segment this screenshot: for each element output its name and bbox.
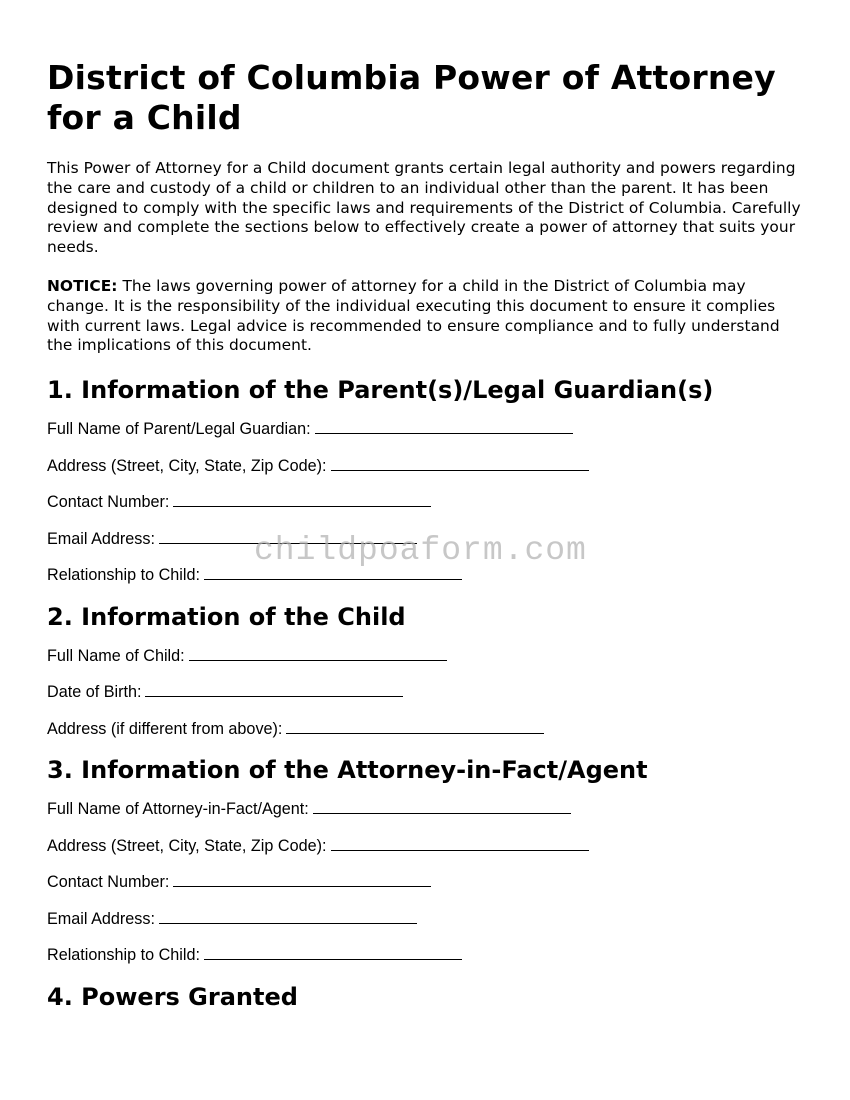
blank-line-input[interactable]: [173, 872, 431, 887]
field-agent-contact-number: [47, 872, 807, 892]
blank-line-input[interactable]: [204, 945, 462, 960]
document-page: [47, 58, 807, 1026]
field-child-dob: [47, 682, 807, 702]
section-heading: 1. Information of the Parent(s)/Legal Guardian(s): [47, 376, 714, 405]
field-child-address: [47, 719, 807, 739]
blank-line-input[interactable]: [331, 456, 589, 471]
blank-line-input[interactable]: [286, 719, 544, 734]
field-agent-full-name: [47, 799, 807, 819]
field-agent-relationship: [47, 945, 807, 965]
field-parent-full-name: [47, 419, 807, 439]
field-label: Full Name of Parent/Legal Guardian:: [47, 420, 311, 439]
blank-line-input[interactable]: [173, 492, 431, 507]
notice-text: The laws governing power of attorney for a child in the District of Columbia may change. It is the responsibility of the individual executing this document to ensure it complies with current laws. Legal advice is recommended to ensure compliance and to fully understand the implications of this document.: [47, 276, 780, 355]
field-label: Address (if different from above):: [47, 719, 283, 738]
field-parent-email: [47, 529, 807, 549]
field-label: Relationship to Child:: [47, 566, 200, 585]
field-label: Address (Street, City, State, Zip Code):: [47, 836, 327, 855]
field-agent-email: [47, 909, 807, 929]
section-child-info: [47, 602, 807, 739]
watermark-text: childpoaform.com: [254, 532, 587, 569]
section-heading: 4. Powers Granted: [47, 982, 298, 1011]
field-agent-address: [47, 836, 807, 856]
field-child-full-name: [47, 646, 807, 666]
field-parent-relationship: [47, 565, 807, 585]
blank-line-input[interactable]: [313, 799, 571, 814]
field-label: Contact Number:: [47, 873, 170, 892]
notice-label: NOTICE:: [47, 276, 118, 295]
field-parent-address: [47, 456, 807, 476]
field-label: Email Address:: [47, 529, 155, 548]
field-label: Full Name of Child:: [47, 646, 185, 665]
notice-paragraph: [47, 277, 807, 356]
blank-line-input[interactable]: [159, 909, 417, 924]
section-heading: 3. Information of the Attorney-in-Fact/Agent: [47, 756, 648, 785]
blank-line-input[interactable]: [145, 682, 403, 697]
field-parent-contact-number: [47, 492, 807, 512]
blank-line-input[interactable]: [315, 419, 573, 434]
blank-line-input[interactable]: [159, 529, 417, 544]
blank-line-input[interactable]: [189, 646, 447, 661]
field-label: Address (Street, City, State, Zip Code):: [47, 456, 327, 475]
section-heading: 2. Information of the Child: [47, 602, 406, 631]
blank-line-input[interactable]: [331, 836, 589, 851]
section-parent-info: [47, 375, 807, 585]
field-label: Contact Number:: [47, 493, 170, 512]
blank-line-input[interactable]: [204, 565, 462, 580]
field-label: Full Name of Attorney-in-Fact/Agent:: [47, 800, 309, 819]
field-label: Relationship to Child:: [47, 946, 200, 965]
section-agent-info: [47, 755, 807, 965]
field-label: Date of Birth:: [47, 683, 142, 702]
field-label: Email Address:: [47, 909, 155, 928]
intro-paragraph: This Power of Attorney for a Child document grants certain legal authority and powers regarding the care and custody of a child or children to an individual other than the parent. It has been designed to comply with the specific laws and requirements of the District of Columbia. Carefully review and complete the sections below to effectively create a power of attorney that suits your needs.: [47, 159, 801, 257]
section-powers-granted: [47, 982, 807, 1012]
document-title: District of Columbia Power of Attorney for a Child: [47, 58, 776, 137]
